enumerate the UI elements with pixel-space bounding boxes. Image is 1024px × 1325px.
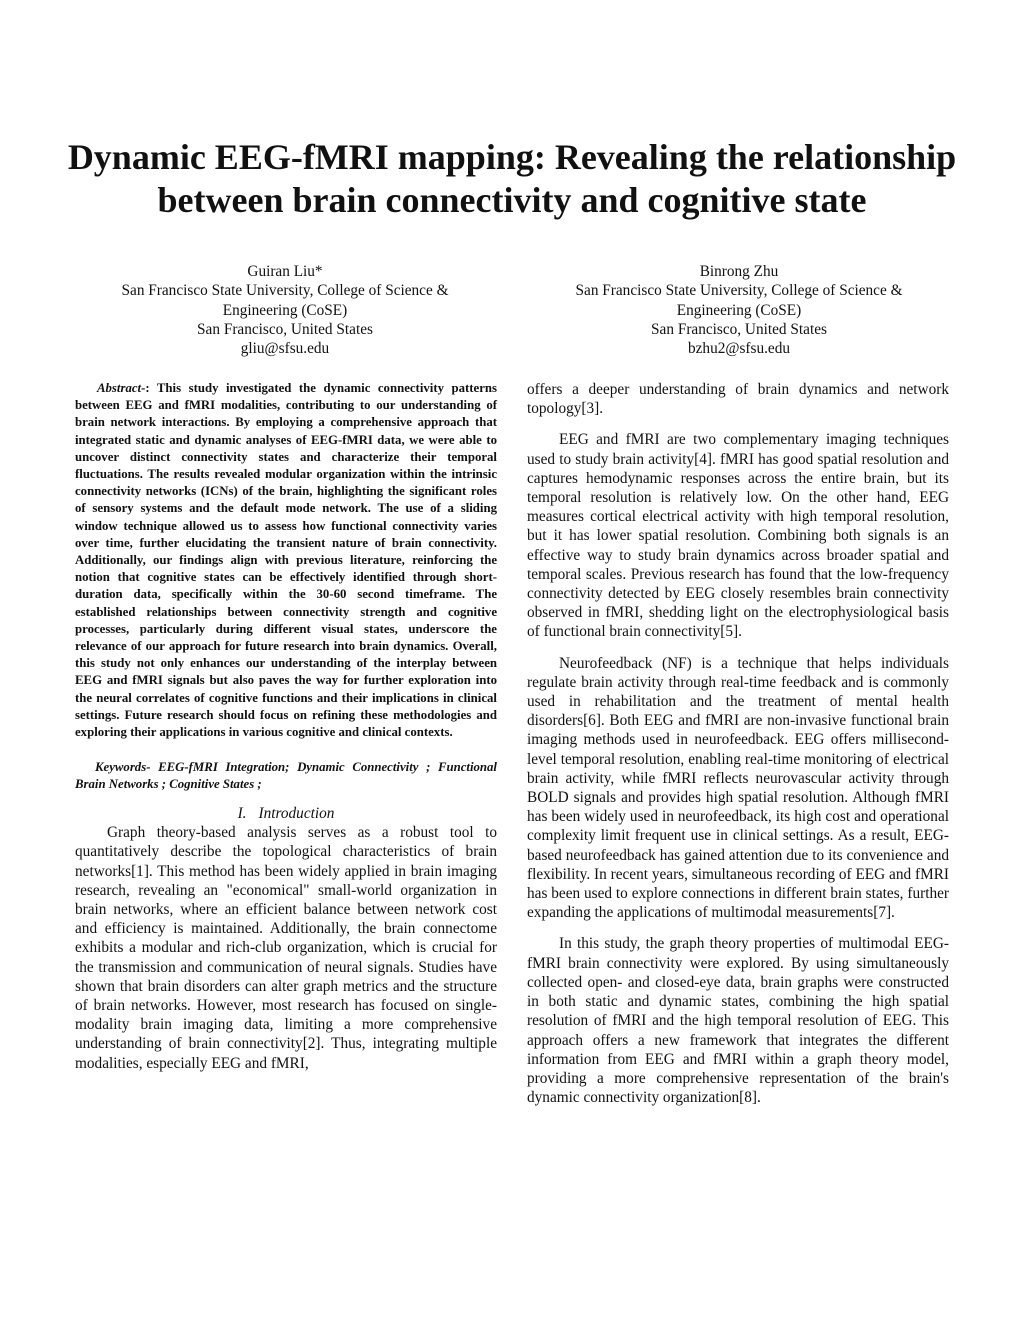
body-paragraph: In this study, the graph theory properties of multimodal EEG-fMRI brain connectivity were explored. By using simultaneously collected open- and closed-eye data, brain graphs were constructed in both static and dynamic states, combining the high spatial resolution of fMRI and the high temporal resolution of EEG. This approach offers a new framework that integrates the different information from EEG and fMRI within a graph theory model, providing a more comprehensive representation of the brain's dynamic connectivity organization[8].	[527, 935, 949, 1107]
author-2	[549, 262, 929, 358]
section-number: I.	[237, 804, 247, 822]
abstract-text: : This study investigated the dynamic connectivity patterns between EEG and fMRI modalities, contributing to our understanding of brain network interactions. By employing a comprehensive approach that integrated static and dynamic analyses of EEG-fMRI data, we were able to uncover distinct connectivity states and characterize their temporal fluctuations. The results revealed modular organization within the intrinsic connectivity networks (ICNs) of the brain, highlighting the significant roles of sensory systems and the default mode network. The use of a sliding window technique allowed us to assess how functional connectivity varies over time, further elucidating the transient nature of brain connectivity. Additionally, our findings align with previous literature, reinforcing the notion that cognitive states can be effectively identified through short-duration data, specifically within the 30-60 second timeframe. The established relationships between connectivity strength and cognitive processes, particularly during different visual states, underscore the relevance of our approach for future research into brain dynamics. Overall, this study not only enhances our understanding of the interplay between EEG and fMRI signals but also paves the way for further exploration into the neural correlates of cognitive functions and their implications in clinical settings. Future research should focus on refining these methodologies and exploring their applications in various cognitive and clinical contexts.	[75, 381, 497, 740]
section-title: Introduction	[258, 804, 335, 822]
left-column	[75, 380, 497, 1073]
body-paragraph: offers a deeper understanding of brain dynamics and network topology[3].	[527, 381, 949, 418]
right-column	[527, 380, 949, 1119]
author-name: Binrong Zhu	[699, 263, 779, 280]
abstract	[75, 380, 497, 741]
author-1	[95, 262, 475, 358]
author-location: San Francisco, United States	[651, 320, 827, 338]
author-email: gliu@sfsu.edu	[240, 340, 330, 358]
abstract-label: Abstract-	[97, 381, 146, 395]
keywords: Keywords- EEG-fMRI Integration; Dynamic Connectivity ; Functional Brain Networks ; Cognitive States ;	[75, 760, 497, 792]
intro-paragraph: Graph theory-based analysis serves as a robust tool to quantitatively describe the topological characteristics of brain networks[1]. This method has been widely applied in brain imaging research, revealing an "economical" small-world organization in brain networks, where an efficient balance between network cost and efficiency is maintained. Additionally, the brain connectome exhibits a modular and rich-club organization, which is crucial for the transmission and communication of neural signals. Studies have shown that brain disorders can alter graph metrics and the structure of brain networks. However, most research has focused on single-modality brain imaging data, limiting a more comprehensive understanding of brain connectivity[2]. Thus, integrating multiple modalities, especially EEG and fMRI,	[75, 824, 497, 1072]
paper-title: Dynamic EEG-fMRI mapping: Revealing the relationship between brain connectivity and cognitive state	[67, 137, 957, 220]
section-heading	[75, 804, 497, 824]
author-location: San Francisco, United States	[197, 320, 373, 338]
author-name: Guiran Liu*	[247, 263, 323, 280]
author-affiliation: San Francisco State University, College of Science & Engineering (CoSE)	[575, 282, 903, 319]
body-paragraph: EEG and fMRI are two complementary imaging techniques used to study brain activity[4]. fMRI has good spatial resolution and captures hemodynamic responses across the entire brain, but its temporal resolution is relatively low. On the other hand, EEG measures cortical electrical activity with high temporal resolution, but it has lower spatial resolution. Combining both signals is an effective way to study brain dynamics across broader spatial and temporal scales. Previous research has found that the low-frequency connectivity detected by EEG closely resembles brain connectivity observed in fMRI, shedding light on the electrophysiological basis of functional brain connectivity[5].	[527, 431, 949, 641]
body-paragraph: Neurofeedback (NF) is a technique that helps individuals regulate brain activity through real-time feedback and is commonly used in rehabilitation and the treatment of mental health disorders[6]. Both EEG and fMRI are non-invasive functional brain imaging methods used in neurofeedback. EEG offers millisecond-level temporal resolution, enabling real-time monitoring of electrical brain activity, while fMRI reflects neurovascular activity through BOLD signals and provides high spatial resolution. Although fMRI has been widely used in neurofeedback, its high cost and operational complexity limit frequent use in clinical settings. As a result, EEG-based neurofeedback has gained attention due to its convenience and flexibility. In recent years, simultaneous recording of EEG and fMRI has been used to explore connections in different brain states, further expanding the applications of multimodal measurements[7].	[527, 654, 949, 922]
author-email: bzhu2@sfsu.edu	[687, 340, 791, 358]
author-affiliation: San Francisco State University, College of Science & Engineering (CoSE)	[121, 282, 449, 319]
